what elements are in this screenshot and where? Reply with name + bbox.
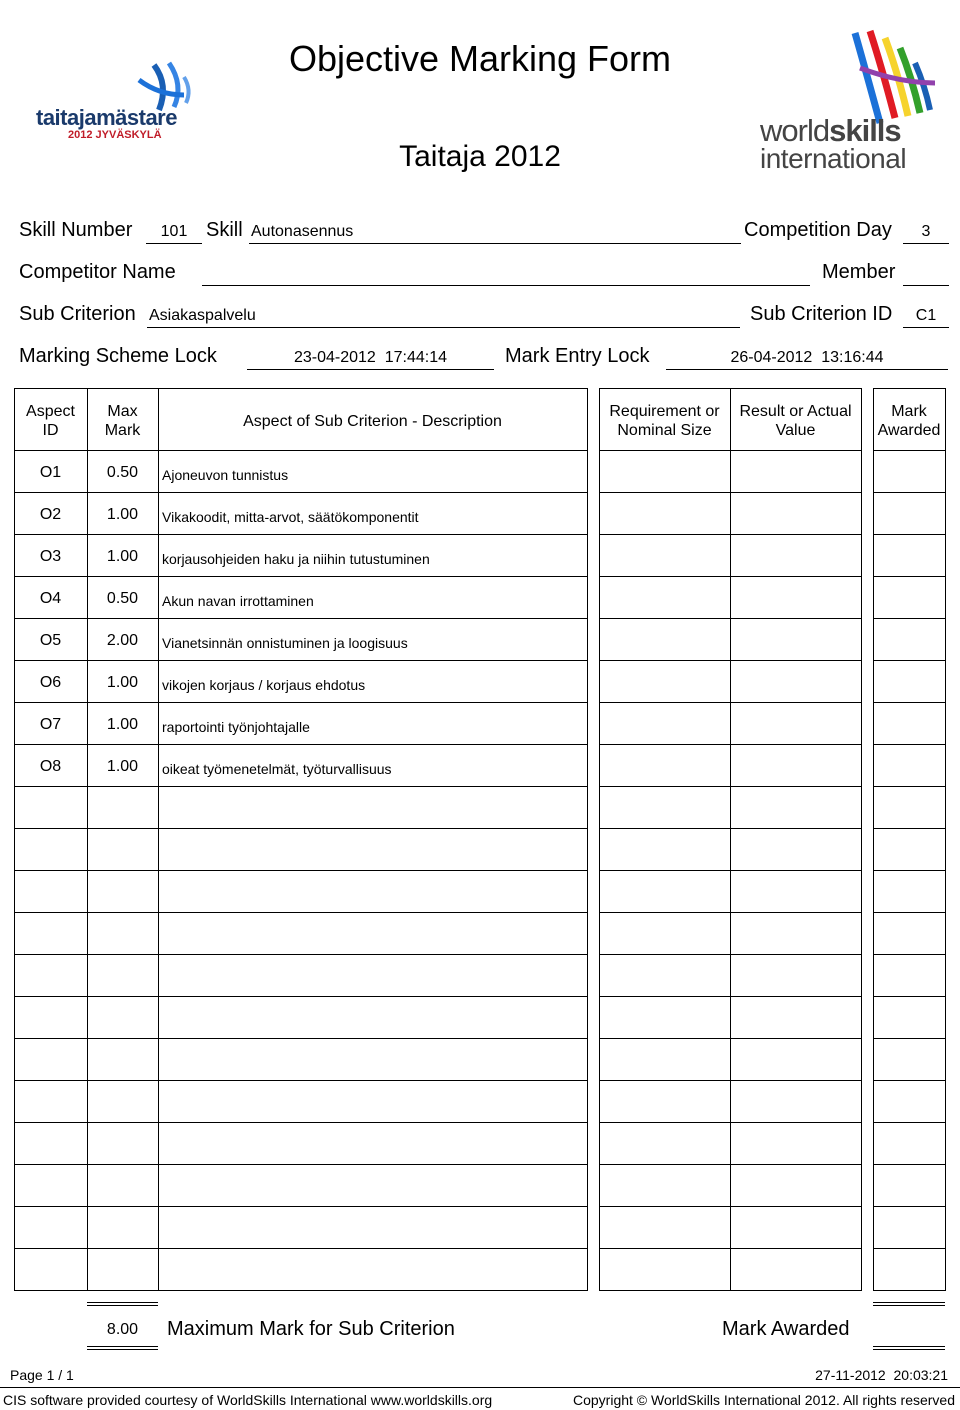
competition-day-label: Competition Day (744, 219, 892, 241)
max-mark: 0.50 (106, 464, 139, 481)
member-line (903, 285, 949, 286)
table-row (0, 492, 960, 534)
row-rule (873, 1206, 946, 1207)
row-rule (873, 828, 946, 829)
worldskills-logo-line2: international (760, 143, 907, 174)
row-rule (14, 1248, 588, 1249)
max-mark: 1.00 (106, 716, 139, 733)
footer-rule (0, 1387, 960, 1388)
row-rule (14, 1206, 588, 1207)
aspect-id: O7 (39, 716, 62, 733)
copyright-text: Copyright © WorldSkills International 2012. All rights reserved (572, 1392, 955, 1408)
competition-day-value: 3 (921, 223, 931, 240)
row-rule (873, 870, 946, 871)
row-rule (14, 1080, 588, 1081)
max-mark: 1.00 (106, 548, 139, 565)
mark-awarded-label: Mark Awarded (722, 1318, 850, 1340)
row-rule (873, 1164, 946, 1165)
form-title: Objective Marking Form (288, 38, 672, 79)
sub-criterion-label: Sub Criterion (19, 303, 136, 325)
marking-scheme-lock-value: 23-04-2012 17:44:14 (293, 349, 447, 366)
row-rule (599, 1164, 862, 1165)
form-subtitle: Taitaja 2012 (399, 140, 561, 173)
header-aspect-id-line2: ID (42, 422, 59, 439)
sub-criterion-line (147, 327, 740, 328)
row-rule (599, 1038, 862, 1039)
row-rule (599, 954, 862, 955)
header-mark-awarded (873, 402, 945, 440)
row-rule (873, 786, 946, 787)
aspect-description: oikeat työmenetelmät, työturvallisuus (162, 761, 392, 777)
row-rule (873, 1038, 946, 1039)
table-row (0, 744, 960, 786)
header-requirement-line2: Nominal Size (617, 422, 712, 439)
table-row (0, 660, 960, 702)
mark-entry-lock-line (666, 369, 948, 370)
worldskills-logo-world: world (760, 113, 830, 148)
header-result (730, 402, 861, 440)
header-mark-awarded-line2: Awarded (877, 422, 941, 439)
aspect-id: O5 (39, 632, 62, 649)
row-rule (873, 1080, 946, 1081)
header-requirement-line1: Requirement or (609, 403, 720, 420)
row-rule (599, 828, 862, 829)
awarded-top-rule (873, 1302, 945, 1306)
aspect-id: O4 (39, 590, 62, 607)
marking-scheme-lock-label: Marking Scheme Lock (19, 345, 217, 367)
aspect-id: O1 (39, 464, 62, 481)
row-rule (599, 1080, 862, 1081)
row-rule (14, 954, 588, 955)
header-requirement (599, 402, 730, 440)
row-rule (14, 870, 588, 871)
sub-criterion-id-line (903, 327, 949, 328)
aspect-description: korjausohjeiden haku ja niihin tutustuminen (162, 551, 430, 567)
courtesy-text: CIS software provided courtesy of WorldSkills International www.worldskills.org (3, 1392, 493, 1408)
page-number: Page 1 / 1 (10, 1367, 74, 1383)
table-row (0, 576, 960, 618)
table-top-rule (873, 388, 946, 389)
header-result-line2: Value (775, 422, 816, 439)
marking-scheme-lock-line (247, 369, 494, 370)
row-rule (14, 828, 588, 829)
sub-criterion-id-value: C1 (915, 307, 937, 324)
max-mark: 1.00 (106, 674, 139, 691)
row-rule (873, 1248, 946, 1249)
row-rule (599, 912, 862, 913)
awarded-bottom-rule (873, 1346, 945, 1350)
row-rule (873, 1122, 946, 1123)
row-rule (599, 1206, 862, 1207)
max-mark: 1.00 (106, 758, 139, 775)
max-mark: 1.00 (106, 506, 139, 523)
row-rule (14, 1038, 588, 1039)
row-rule (14, 1164, 588, 1165)
row-rule (873, 954, 946, 955)
competition-day-line (903, 243, 949, 244)
header-aspect-id (14, 402, 87, 440)
aspect-description: Akun navan irrottaminen (162, 593, 314, 609)
aspect-description: Vikakoodit, mitta-arvot, säätökomponentit (162, 509, 419, 525)
mark-entry-lock-value: 26-04-2012 13:16:44 (730, 349, 884, 366)
header-aspect-id-line1: Aspect (26, 403, 75, 420)
aspect-id: O2 (39, 506, 62, 523)
header-description: Aspect of Sub Criterion - Description (243, 413, 502, 430)
aspect-description: Vianetsinnän onnistuminen ja loogisuus (162, 635, 408, 651)
sub-criterion-value: Asiakaspalvelu (149, 307, 256, 324)
row-rule (14, 786, 588, 787)
competitor-name-label: Competitor Name (19, 261, 176, 283)
sub-criterion-id-label: Sub Criterion ID (750, 303, 893, 325)
row-rule (14, 996, 588, 997)
aspect-description: vikojen korjaus / korjaus ehdotus (162, 677, 366, 693)
skill-line (249, 243, 741, 244)
competitor-name-line (202, 285, 810, 286)
skill-label: Skill (206, 219, 243, 241)
skill-value: Autonasennus (251, 223, 354, 240)
table-bottom-rule (14, 1290, 588, 1291)
total-bottom-rule (87, 1346, 158, 1350)
header-result-line1: Result or Actual (739, 403, 852, 420)
taitaja-logo-year: 2012 JYVÄSKYLÄ (68, 129, 162, 141)
header-max-mark-line2: Mark (104, 422, 141, 439)
member-label: Member (822, 261, 896, 283)
mark-entry-lock-label: Mark Entry Lock (505, 345, 650, 367)
table-row (0, 702, 960, 744)
aspect-id: O6 (39, 674, 62, 691)
total-max-mark: 8.00 (106, 1321, 139, 1338)
table-bottom-rule (873, 1290, 946, 1291)
aspect-description: raportointi työnjohtajalle (162, 719, 310, 735)
aspect-id: O3 (39, 548, 62, 565)
row-rule (599, 786, 862, 787)
total-top-rule (87, 1302, 158, 1306)
row-rule (599, 1122, 862, 1123)
row-rule (14, 912, 588, 913)
skill-number-label: Skill Number (19, 219, 133, 241)
table-row (0, 450, 960, 492)
worldskills-logo-skills: skills (829, 113, 901, 148)
max-mark: 2.00 (106, 632, 139, 649)
table-row (0, 534, 960, 576)
skill-number-line (146, 243, 202, 244)
header-max-mark-line1: Max (107, 403, 138, 420)
aspect-id: O8 (39, 758, 62, 775)
table-top-rule (14, 388, 588, 389)
max-mark-label: Maximum Mark for Sub Criterion (167, 1318, 455, 1340)
row-rule (599, 996, 862, 997)
skill-number-value: 101 (160, 223, 188, 240)
row-rule (873, 912, 946, 913)
row-rule (873, 996, 946, 997)
aspect-description: Ajoneuvon tunnistus (162, 467, 289, 483)
header-mark-awarded-line1: Mark (891, 403, 927, 420)
header-max-mark (87, 402, 158, 440)
row-rule (14, 1122, 588, 1123)
print-timestamp: 27-11-2012 20:03:21 (815, 1367, 948, 1383)
max-mark: 0.50 (106, 590, 139, 607)
taitaja-logo-text: taitajamästare (36, 105, 177, 130)
row-rule (599, 870, 862, 871)
row-rule (599, 1248, 862, 1249)
table-row (0, 618, 960, 660)
